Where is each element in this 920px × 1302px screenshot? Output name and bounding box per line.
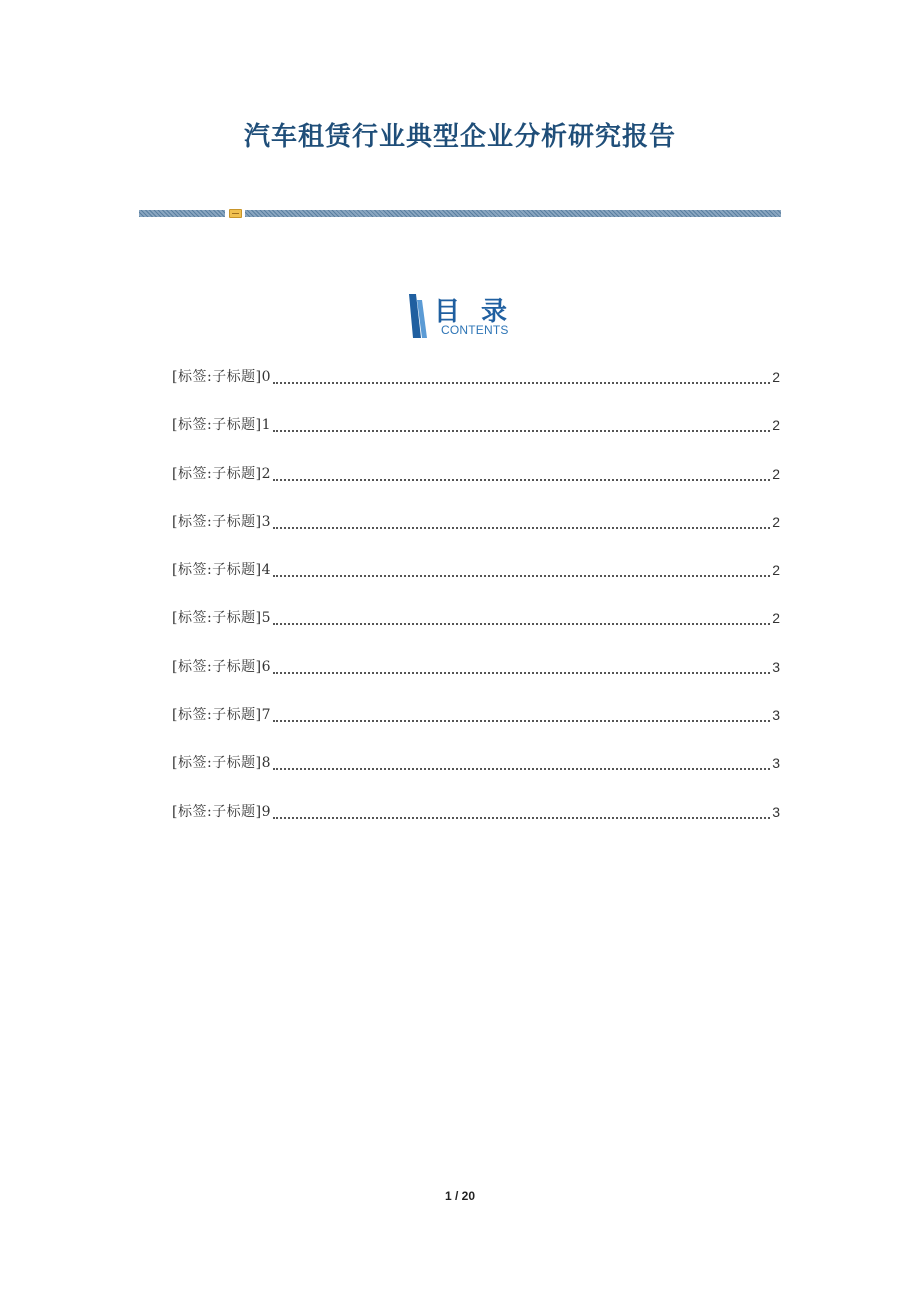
toc-entry[interactable]: [172, 607, 780, 655]
toc-entry[interactable]: [172, 801, 780, 849]
toc-entry-label: [标签:子标题]2: [172, 465, 272, 482]
toc-entry-page: 3: [772, 658, 780, 675]
divider-left-segment: [139, 210, 225, 217]
toc-dot-leader: [273, 704, 770, 722]
toc-subtitle: CONTENTS: [441, 323, 509, 337]
toc-entry-label: [标签:子标题]8: [172, 755, 272, 772]
page-number: 1 / 20: [444, 1189, 476, 1203]
toc-entry-page: 2: [772, 417, 780, 434]
toc-entry-label: [标签:子标题]6: [172, 658, 272, 675]
toc-entry-page: 2: [772, 465, 780, 482]
toc-dot-leader: [273, 656, 770, 674]
toc-entry-label: [标签:子标题]5: [172, 610, 272, 627]
toc-entry-label: [标签:子标题]3: [172, 513, 272, 530]
toc-entry[interactable]: [172, 704, 780, 752]
toc-entry[interactable]: [172, 366, 780, 414]
toc-dot-leader: [273, 559, 770, 577]
toc-entry[interactable]: [172, 511, 780, 559]
toc-entry-page: 2: [772, 513, 780, 530]
toc-list: [172, 366, 780, 849]
toc-entry-page: 2: [772, 369, 780, 385]
toc-dot-leader: [273, 801, 770, 819]
toc-entry-page: 3: [772, 803, 780, 820]
toc-entry[interactable]: [172, 656, 780, 704]
title-divider: [139, 209, 781, 218]
toc-dot-leader: [273, 463, 770, 481]
toc-entry[interactable]: [172, 752, 780, 800]
toc-entry-page: 2: [772, 610, 780, 627]
toc-entry-label: [标签:子标题]1: [172, 417, 272, 434]
toc-dot-leader: [273, 752, 770, 770]
toc-entry-page: 3: [772, 755, 780, 772]
toc-entry[interactable]: [172, 559, 780, 607]
blue-slanted-bar-icon: [407, 294, 429, 338]
toc-dot-leader: [273, 414, 770, 432]
toc-entry[interactable]: [172, 414, 780, 462]
toc-entry-page: 3: [772, 707, 780, 724]
envelope-badge-icon: [229, 209, 242, 218]
toc-entry-label: [标签:子标题]4: [172, 562, 272, 579]
toc-heading: [407, 294, 527, 338]
toc-entry-label: [标签:子标题]9: [172, 803, 272, 820]
toc-entry-page: 2: [772, 562, 780, 579]
toc-dot-leader: [273, 607, 770, 625]
toc-entry[interactable]: [172, 463, 780, 511]
toc-title: 目 录: [434, 297, 514, 327]
toc-dot-leader: [273, 511, 770, 529]
toc-entry-label: [标签:子标题]0: [172, 369, 272, 385]
document-title: 汽车租赁行业典型企业分析研究报告: [243, 122, 676, 152]
divider-right-segment: [245, 210, 781, 217]
toc-dot-leader: [273, 366, 770, 384]
toc-entry-label: [标签:子标题]7: [172, 707, 272, 724]
